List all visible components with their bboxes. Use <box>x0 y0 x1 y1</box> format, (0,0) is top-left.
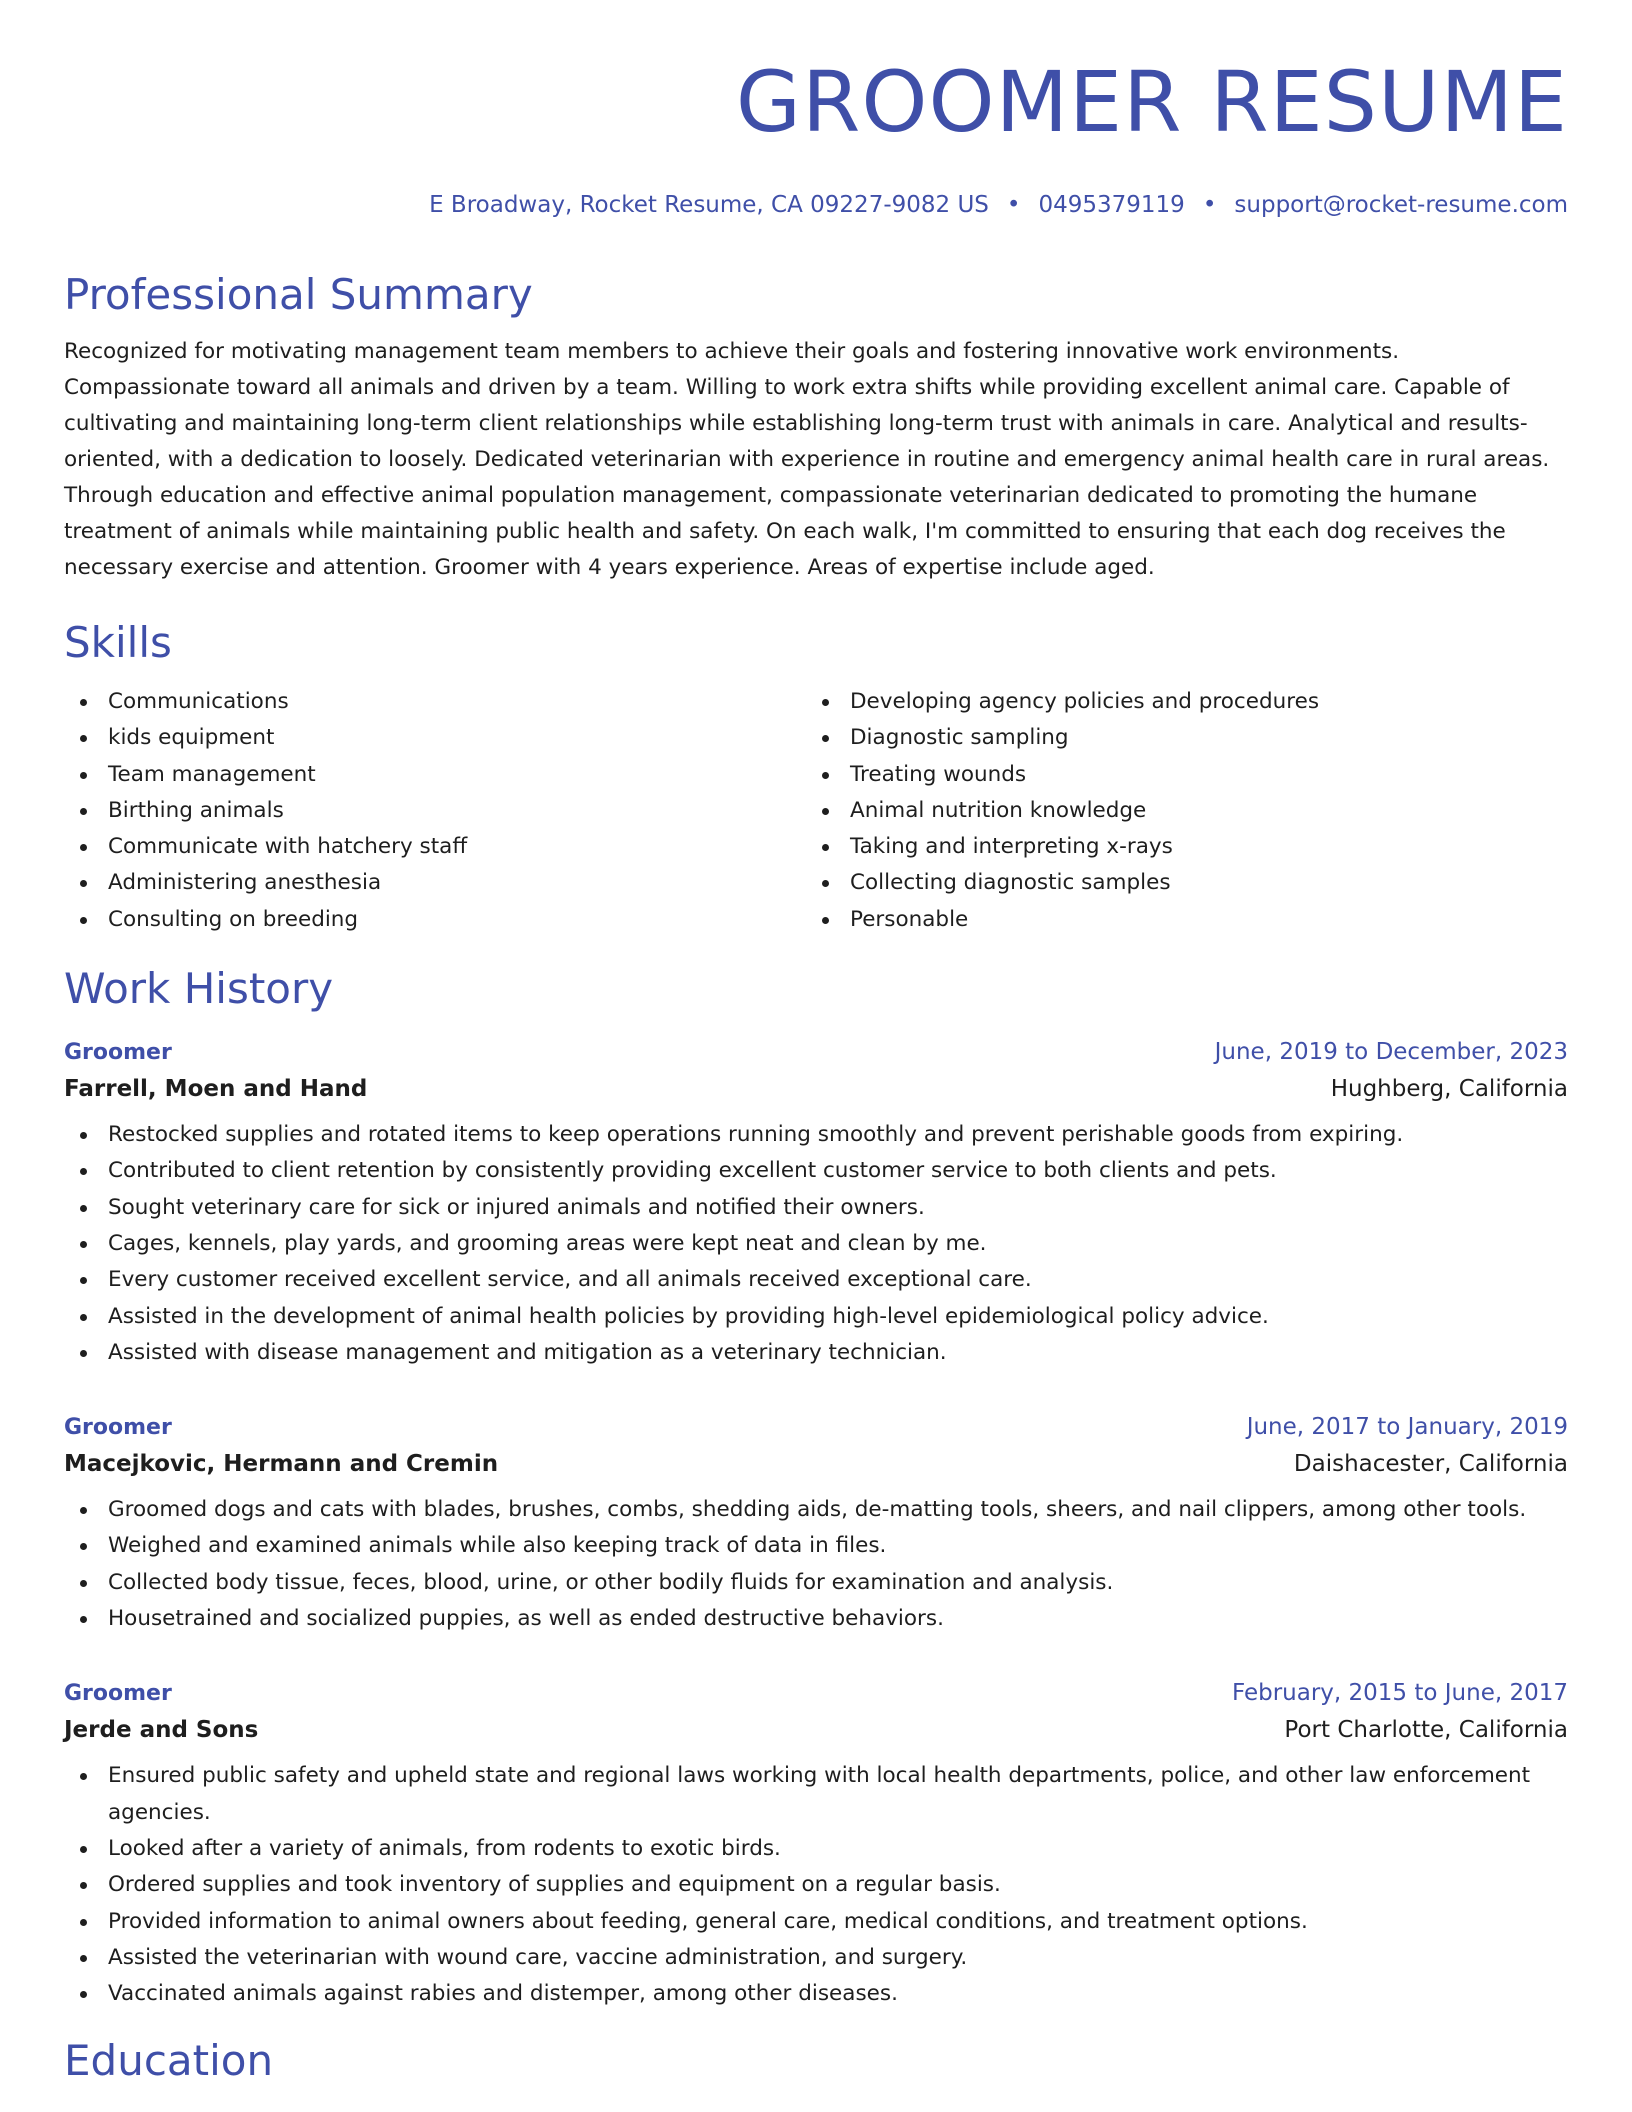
job-bullet: Housetrained and socialized puppies, as well as ended destructive behaviors. <box>64 1601 1568 1637</box>
job-bullets <box>64 1492 1568 1637</box>
contact-email: support@rocket-resume.com <box>1234 192 1568 218</box>
skill-item: Animal nutrition knowledge <box>806 793 1548 829</box>
skill-item: Birthing animals <box>64 793 806 829</box>
job-header-row <box>64 1411 1568 1444</box>
job-bullet: Groomed dogs and cats with blades, brushes, combs, shedding aids, de-matting tools, sheers, and nail clippers, among other tools. <box>64 1492 1568 1528</box>
job-title: Groomer <box>64 1415 172 1441</box>
job-bullet: Vaccinated animals against rabies and distemper, among other diseases. <box>64 1976 1568 2012</box>
job-company: Jerde and Sons <box>64 1717 259 1744</box>
job-bullet: Cages, kennels, play yards, and grooming areas were kept neat and clean by me. <box>64 1226 1568 1262</box>
summary-heading: Professional Summary <box>64 270 533 319</box>
skill-item: Taking and interpreting x-rays <box>806 829 1548 865</box>
job-entry <box>64 1677 1568 2012</box>
job-bullet: Every customer received excellent service, and all animals received exceptional care. <box>64 1262 1568 1298</box>
skill-item: Collecting diagnostic samples <box>806 865 1548 901</box>
contact-phone: 0495379119 <box>1038 192 1185 218</box>
job-title: Groomer <box>64 1040 172 1066</box>
job-bullet: Restocked supplies and rotated items to keep operations running smoothly and prevent perishable goods from expiring. <box>64 1117 1568 1153</box>
contact-separator: • <box>1006 192 1021 218</box>
job-bullet: Assisted with disease management and mitigation as a veterinary technician. <box>64 1335 1568 1371</box>
resume-title: GROOMER RESUME <box>735 53 1568 151</box>
education-heading: Education <box>64 2036 274 2086</box>
job-header-row <box>64 1677 1568 1710</box>
job-bullet: Contributed to client retention by consistently providing excellent customer service to both clients and pets. <box>64 1153 1568 1189</box>
job-bullet: Looked after a variety of animals, from rodents to exotic birds. <box>64 1831 1568 1867</box>
resume-page <box>64 0 1568 2088</box>
job-title: Groomer <box>64 1681 172 1707</box>
job-location: Hughberg, California <box>1330 1076 1568 1103</box>
job-dates: February, 2015 to June, 2017 <box>1231 1680 1568 1707</box>
job-company: Macejkovic, Hermann and Cremin <box>64 1451 499 1478</box>
job-entry <box>64 1411 1568 1637</box>
job-location: Port Charlotte, California <box>1284 1717 1568 1744</box>
skills-right-column <box>806 684 1548 938</box>
job-company-row <box>64 1444 1568 1484</box>
job-company: Farrell, Moen and Hand <box>64 1076 368 1103</box>
skill-item: Treating wounds <box>806 757 1548 793</box>
job-bullet: Ensured public safety and upheld state and regional laws working with local health departments, police, and other law enforcement agencies. <box>64 1758 1568 1831</box>
job-company-row <box>64 1069 1568 1109</box>
skill-item: Team management <box>64 757 806 793</box>
skill-item: Communications <box>64 684 806 720</box>
job-dates: June, 2017 to January, 2019 <box>1246 1414 1568 1441</box>
job-header-row <box>64 1036 1568 1069</box>
contact-separator: • <box>1202 192 1217 218</box>
skill-item: Personable <box>806 902 1548 938</box>
skill-item: Developing agency policies and procedures <box>806 684 1548 720</box>
skills-grid <box>64 684 1568 938</box>
summary-text: Recognized for motivating management team members to achieve their goals and fostering innovative work environments. Compassionate toward all animals and driven by a team. Willing to work extra shifts while providing excellent animal care. Capable of cultivating and maintaining long-term client relationships while establishing long-term trust with animals in care. Analytical and results-oriented, with a dedication to loosely. Dedicated veterinarian with experience in routine and emergency animal health care in rural areas. Through education and effective animal population management, compassionate veterinarian dedicated to promoting the humane treatment of animals while maintaining public health and safety. On each walk, I'm committed to ensuring that each dog receives the necessary exercise and attention. Groomer with 4 years experience. Areas of expertise include aged. <box>64 339 1550 580</box>
job-location: Daishacester, California <box>1293 1451 1568 1478</box>
job-bullet: Assisted the veterinarian with wound care, vaccine administration, and surgery. <box>64 1940 1568 1976</box>
job-entry <box>64 1036 1568 1371</box>
job-bullet: Provided information to animal owners about feeding, general care, medical conditions, and treatment options. <box>64 1904 1568 1940</box>
contact-address: E Broadway, Rocket Resume, CA 09227-9082 US <box>429 192 989 218</box>
job-bullet: Sought veterinary care for sick or injured animals and notified their owners. <box>64 1190 1568 1226</box>
work-history-heading: Work History <box>64 964 334 1014</box>
skill-item: Communicate with hatchery staff <box>64 829 806 865</box>
skill-item: kids equipment <box>64 720 806 756</box>
skills-left-column <box>64 684 806 938</box>
job-bullet: Collected body tissue, feces, blood, urine, or other bodily fluids for examination and analysis. <box>64 1565 1568 1601</box>
job-bullet: Ordered supplies and took inventory of supplies and equipment on a regular basis. <box>64 1867 1568 1903</box>
job-bullet: Assisted in the development of animal health policies by providing high-level epidemiological policy advice. <box>64 1299 1568 1335</box>
job-bullet: Weighed and examined animals while also keeping track of data in files. <box>64 1528 1568 1564</box>
contact-line <box>64 190 1568 220</box>
skill-item: Consulting on breeding <box>64 902 806 938</box>
job-bullets <box>64 1117 1568 1371</box>
job-dates: June, 2019 to December, 2023 <box>1214 1039 1568 1066</box>
job-bullets <box>64 1758 1568 2012</box>
skill-item: Administering anesthesia <box>64 865 806 901</box>
job-company-row <box>64 1710 1568 1750</box>
skill-item: Diagnostic sampling <box>806 720 1548 756</box>
skills-heading: Skills <box>64 618 172 667</box>
